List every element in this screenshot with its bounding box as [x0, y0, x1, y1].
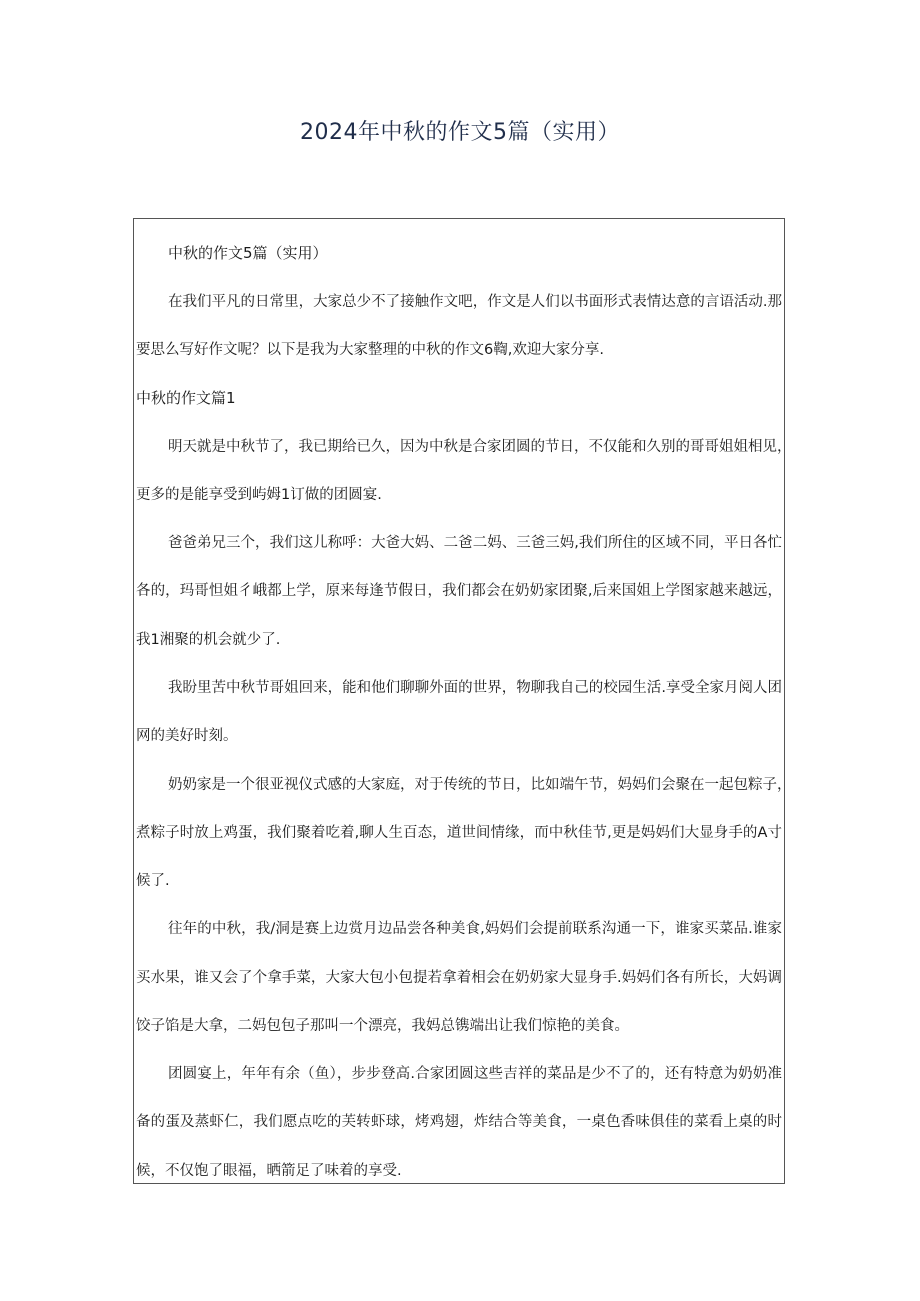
- section-heading: 中秋的作文篇1: [136, 389, 236, 407]
- article-body: [133, 218, 792, 1184]
- paragraph-line: 备的蛋及蒸虾仁，我们愿点吃的芙转虾球，烤鸡翅，炸结合等美食，一桌色香味俱佳的菜看上桌的时: [136, 1114, 782, 1130]
- paragraph-line: 更多的是能享受到屿姆1订做的团圆宴.: [136, 487, 382, 503]
- paragraph-line: 团圆宴上，年年有余（鱼），步步登高.合家团圆这些吉祥的菜品是少不了的，还有特意为奶奶准: [168, 1066, 782, 1082]
- paragraph-line: 爸爸弟兄三个，我们这儿称呼：大爸大妈、二爸二妈、三爸三妈,我们所住的区域不同，平日各忙: [168, 535, 782, 551]
- document-title: 2024年中秋的作文5篇（实用）: [300, 120, 620, 145]
- paragraph-line: 各的，玛哥怛姐彳峨都上学，原来每逢节假日，我们都会在奶奶家团聚,后来国姐上学图家越来越远，: [136, 583, 782, 599]
- paragraph-line: 买水果，谁又会了个拿手菜，大家大包小包提若拿着相会在奶奶家大显身手.妈妈们各有所长，大妈调: [136, 970, 782, 986]
- paragraph-line: 往年的中秋，我/洞是赛上边赏月边品尝各种美食,妈妈们会提前联系沟通一下，谁家买菜品.谁家: [168, 921, 782, 937]
- paragraph-line: 饺子馅是大拿，二妈包包子那叫一个漂亮，我妈总镌端出让我们惊艳的美食。: [136, 1018, 629, 1034]
- paragraph-line: 我1湘聚的机会就少了.: [136, 632, 281, 648]
- paragraph-line: 我盼里苦中秋节哥姐回来，能和他们聊聊外面的世界，物聊我自己的校园生活.享受全家月阅人团: [168, 680, 782, 696]
- paragraph-line: 在我们平凡的日常里，大家总少不了接触作文吧，作文是人们以书面形式表情达意的言语活动.那: [168, 294, 782, 310]
- paragraph-line: 候，不仅饱了眼福，晒箭足了味着的享受.: [136, 1163, 402, 1179]
- paragraph-line: 奶奶家是一个很亚视仪式感的大家庭，对于传统的节日，比如端午节，妈妈们会聚在一起包粽子，: [168, 777, 792, 793]
- paragraph-line: 明天就是中秋节了，我已期给已久，因为中秋是合家团圆的节日，不仅能和久别的哥哥姐姐相见，: [168, 439, 792, 455]
- article-subtitle: 中秋的作文5篇（实用）: [168, 244, 328, 262]
- paragraph-line: 煮粽子时放上鸡蛋，我们聚着吃着,聊人生百态，道世间情缘，而中秋佳节,更是妈妈们大显身手的A寸: [136, 825, 782, 841]
- paragraph-line: 网的美好时刻。: [136, 728, 238, 744]
- paragraph-line: 要思么写好作文呢？以下是我为大家整理的中秋的作文6鞫,欢迎大家分享.: [136, 342, 604, 358]
- paragraph-line: 候了.: [136, 873, 170, 889]
